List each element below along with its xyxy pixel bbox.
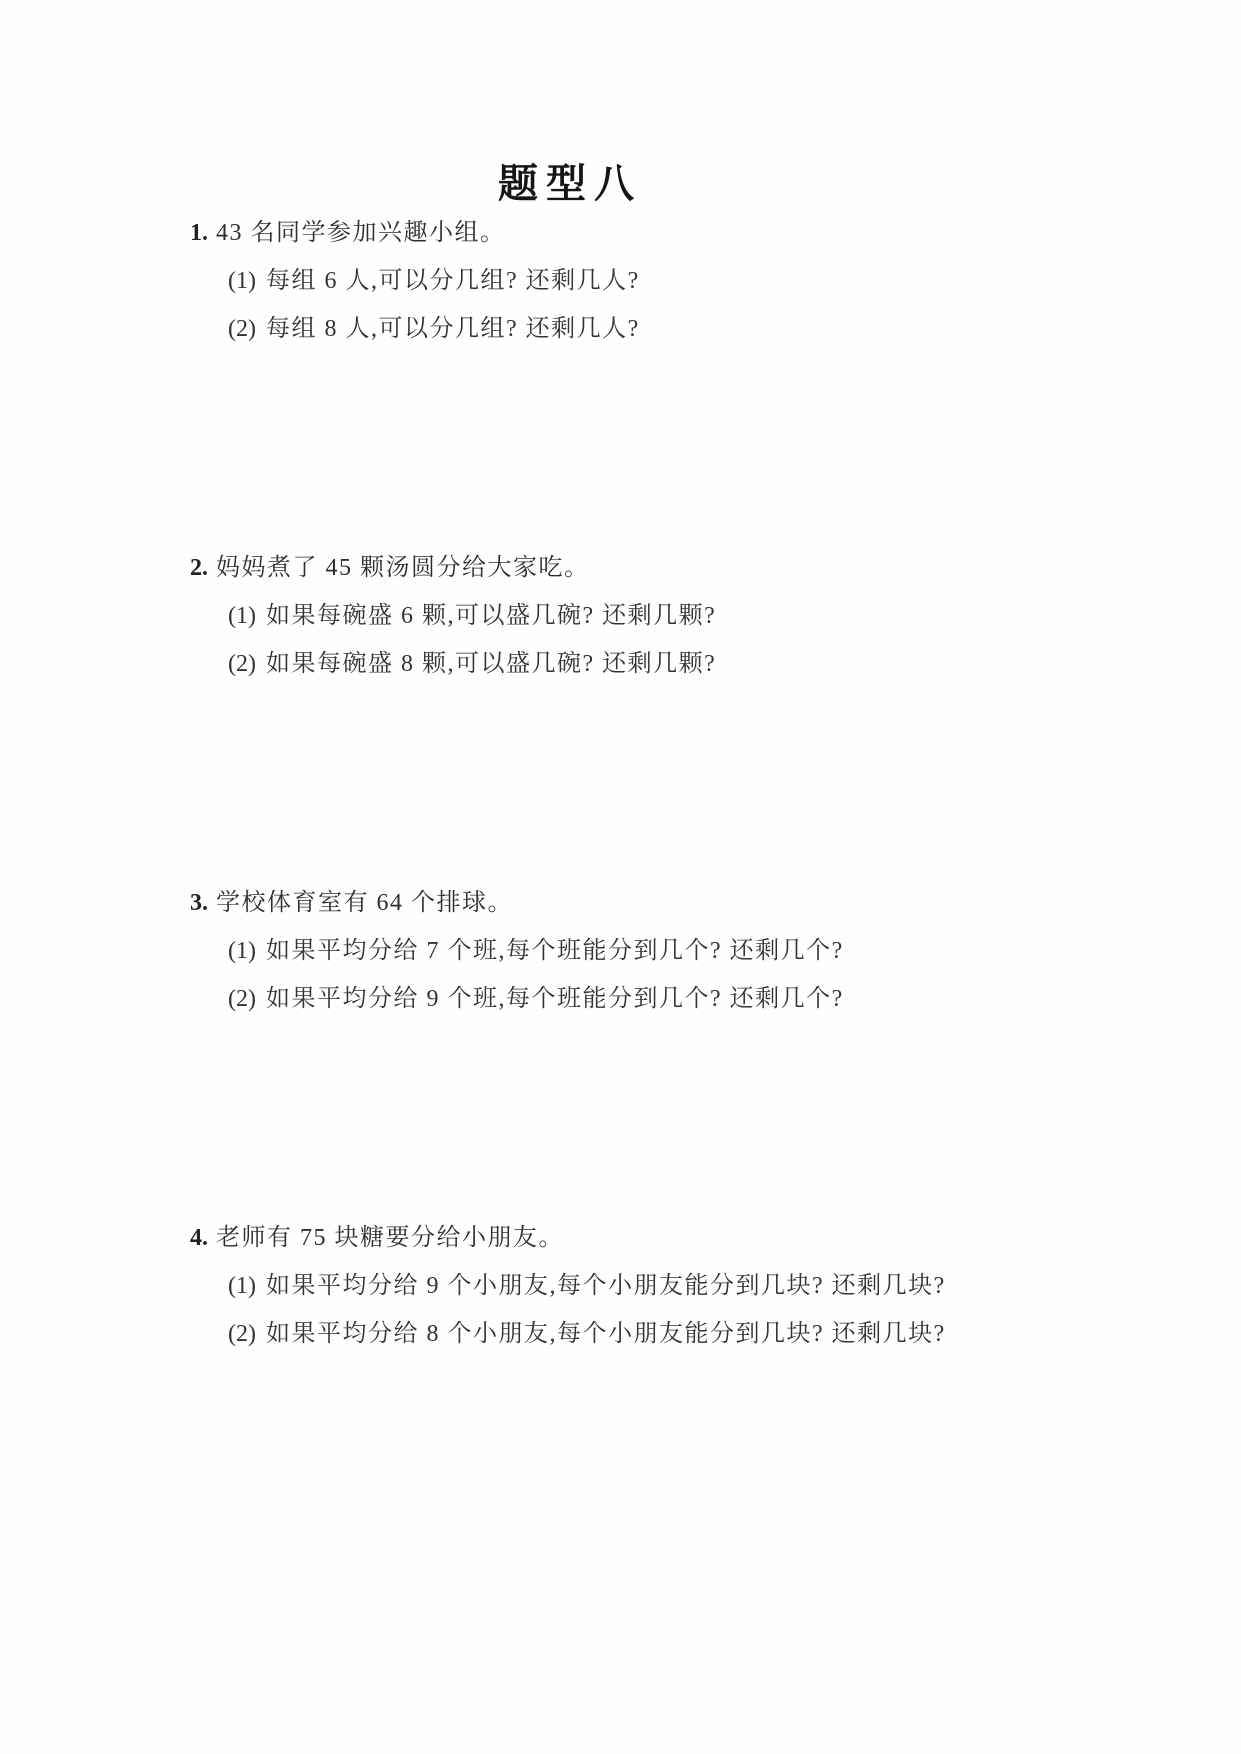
problem-1-part-2-text: 每组 8 人,可以分几组? 还剩几人? bbox=[265, 316, 640, 342]
problem-4-part-1-label: (1) bbox=[228, 1273, 256, 1299]
problem-2-part-2-label: (2) bbox=[228, 651, 256, 677]
problem-3-part-1-label: (1) bbox=[228, 938, 256, 964]
problem-4-stem-text: 老师有 75 块糖要分给小朋友。 bbox=[216, 1225, 564, 1251]
problem-3-stem-text: 学校体育室有 64 个排球。 bbox=[216, 890, 513, 916]
problem-3-sub-question-2 bbox=[228, 984, 860, 1014]
problem-1-sub-question-2 bbox=[228, 314, 860, 344]
problem-1-sub-question-1 bbox=[228, 266, 860, 296]
problem-3-part-1-text: 如果平均分给 7 个班,每个班能分到几个? 还剩几个? bbox=[265, 938, 844, 964]
problem-4 bbox=[190, 1223, 946, 1349]
problem-3-part-2-label: (2) bbox=[228, 986, 256, 1012]
problem-3-sub-question-1 bbox=[228, 936, 860, 966]
problem-1-part-2-label: (2) bbox=[228, 316, 256, 342]
problem-4-number: 4. bbox=[190, 1225, 208, 1251]
problem-4-part-2-label: (2) bbox=[228, 1321, 256, 1347]
problem-2-part-1-label: (1) bbox=[228, 603, 256, 629]
problem-2-sub-question-2 bbox=[228, 649, 860, 679]
problem-3 bbox=[190, 888, 860, 1014]
problem-2-part-1-text: 如果每碗盛 6 颗,可以盛几碗? 还剩几颗? bbox=[265, 603, 717, 629]
problem-1-part-1-text: 每组 6 人,可以分几组? 还剩几人? bbox=[265, 268, 640, 294]
problem-4-part-1-text: 如果平均分给 9 个小朋友,每个小朋友能分到几块? 还剩几块? bbox=[265, 1273, 946, 1299]
problem-1 bbox=[190, 218, 860, 344]
problem-1-number: 1. bbox=[190, 220, 208, 246]
problem-2-stem bbox=[190, 553, 860, 583]
problem-4-part-2-text: 如果平均分给 8 个小朋友,每个小朋友能分到几块? 还剩几块? bbox=[265, 1321, 946, 1347]
page-title: 题型八 bbox=[498, 161, 642, 206]
problem-2-sub-question-1 bbox=[228, 601, 860, 631]
problem-4-sub-question-2 bbox=[228, 1319, 946, 1349]
problem-3-part-2-text: 如果平均分给 9 个班,每个班能分到几个? 还剩几个? bbox=[265, 986, 844, 1012]
problem-2 bbox=[190, 553, 860, 679]
problem-4-sub-question-1 bbox=[228, 1271, 946, 1301]
problem-1-part-1-label: (1) bbox=[228, 268, 256, 294]
problem-2-stem-text: 妈妈煮了 45 颗汤圆分给大家吃。 bbox=[216, 555, 590, 581]
problem-1-stem bbox=[190, 218, 860, 248]
problem-4-stem bbox=[190, 1223, 860, 1253]
problem-2-part-2-text: 如果每碗盛 8 颗,可以盛几碗? 还剩几颗? bbox=[265, 651, 717, 677]
problem-1-stem-text: 43 名同学参加兴趣小组。 bbox=[216, 220, 506, 246]
problem-3-stem bbox=[190, 888, 860, 918]
problem-3-number: 3. bbox=[190, 890, 208, 916]
problem-2-number: 2. bbox=[190, 555, 208, 581]
